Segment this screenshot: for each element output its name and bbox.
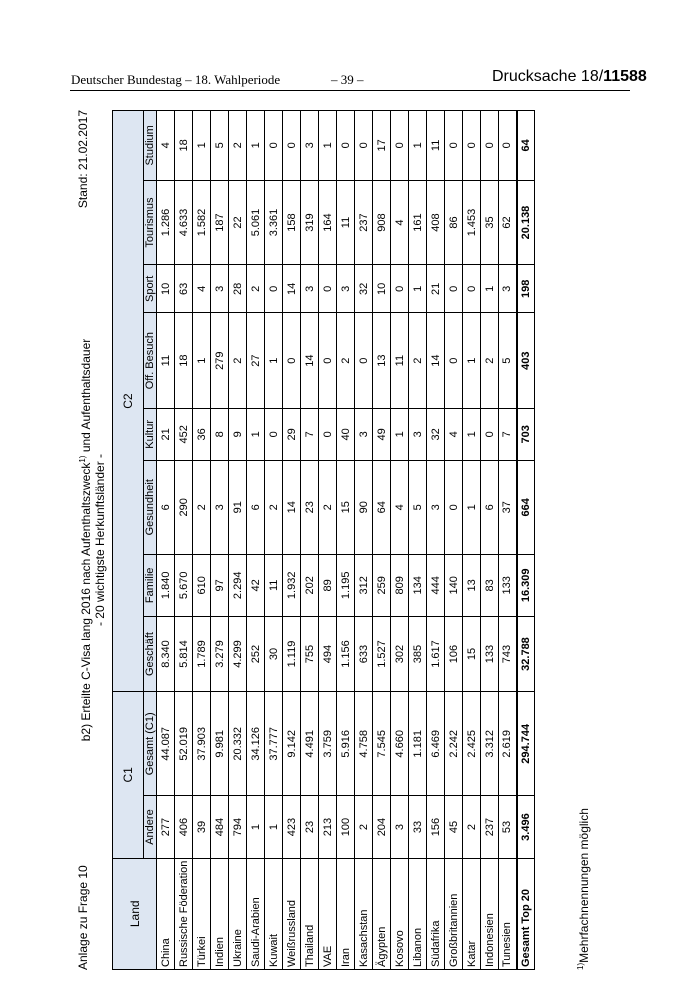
value-cell: 2 bbox=[247, 265, 265, 313]
value-cell: 133 bbox=[481, 616, 499, 691]
value-cell: 2 bbox=[319, 460, 337, 554]
value-cell: 1 bbox=[265, 796, 283, 858]
total-value-cell: 32.788 bbox=[517, 616, 535, 691]
value-cell: 1.527 bbox=[373, 616, 391, 691]
value-cell: 3 bbox=[427, 460, 445, 554]
total-label-cell: Gesamt Top 20 bbox=[517, 858, 535, 969]
title-line2: - 20 wichtigste Herkunftsländer - bbox=[93, 453, 107, 627]
value-cell: 10 bbox=[157, 265, 175, 313]
table-row bbox=[355, 111, 373, 970]
value-cell: 42 bbox=[247, 554, 265, 616]
value-cell: 14 bbox=[427, 313, 445, 409]
value-cell: 7 bbox=[499, 408, 517, 460]
table-row bbox=[445, 111, 463, 970]
table-row bbox=[499, 111, 517, 970]
value-cell: 9 bbox=[229, 408, 247, 460]
value-cell: 37.903 bbox=[193, 692, 211, 796]
value-cell: 11 bbox=[265, 554, 283, 616]
value-cell: 290 bbox=[175, 460, 193, 554]
country-cell: Türkei bbox=[193, 858, 211, 969]
header-rule bbox=[70, 90, 630, 91]
value-cell: 3 bbox=[391, 796, 409, 858]
title-line1: b2) Erteilte C-Visa lang 2016 nach Aufenthaltszweck bbox=[79, 462, 93, 742]
table-row bbox=[247, 111, 265, 970]
value-cell: 4 bbox=[193, 265, 211, 313]
table-row bbox=[301, 111, 319, 970]
value-cell: 1 bbox=[193, 313, 211, 409]
page-number: – 39 – bbox=[331, 72, 364, 87]
value-cell: 809 bbox=[391, 554, 409, 616]
value-cell: 32 bbox=[427, 408, 445, 460]
value-cell: 1 bbox=[409, 111, 427, 181]
table-row bbox=[391, 111, 409, 970]
value-cell: 106 bbox=[445, 616, 463, 691]
country-cell: VAE bbox=[319, 858, 337, 969]
value-cell: 202 bbox=[301, 554, 319, 616]
value-cell: 1.156 bbox=[337, 616, 355, 691]
value-cell: 1 bbox=[319, 111, 337, 181]
country-cell: Russische Föderation bbox=[175, 858, 193, 969]
value-cell: 1.582 bbox=[193, 180, 211, 265]
value-cell: 213 bbox=[319, 796, 337, 858]
table-row bbox=[175, 111, 193, 970]
value-cell: 0 bbox=[283, 313, 301, 409]
country-cell: Südafrika bbox=[427, 858, 445, 969]
value-cell: 1.789 bbox=[193, 616, 211, 691]
value-cell: 97 bbox=[211, 554, 229, 616]
value-cell: 187 bbox=[211, 180, 229, 265]
value-cell: 3 bbox=[409, 408, 427, 460]
value-cell: 204 bbox=[373, 796, 391, 858]
value-cell: 11 bbox=[391, 313, 409, 409]
country-cell: Saudi-Arabien bbox=[247, 858, 265, 969]
table-row bbox=[229, 111, 247, 970]
value-cell: 1 bbox=[463, 408, 481, 460]
country-cell: Kasachstan bbox=[355, 858, 373, 969]
value-cell: 5.814 bbox=[175, 616, 193, 691]
value-cell: 1.932 bbox=[283, 554, 301, 616]
country-cell: Iran bbox=[337, 858, 355, 969]
value-cell: 89 bbox=[319, 554, 337, 616]
value-cell: 10 bbox=[373, 265, 391, 313]
value-cell: 4.299 bbox=[229, 616, 247, 691]
value-cell: 6 bbox=[157, 460, 175, 554]
value-cell: 9.981 bbox=[211, 692, 229, 796]
total-value-cell: 20.138 bbox=[517, 180, 535, 265]
value-cell: 1 bbox=[409, 265, 427, 313]
country-cell: Ukraine bbox=[229, 858, 247, 969]
value-cell: 53 bbox=[499, 796, 517, 858]
total-value-cell: 294.744 bbox=[517, 692, 535, 796]
value-cell: 252 bbox=[247, 616, 265, 691]
value-cell: 8 bbox=[211, 408, 229, 460]
column-header: Kultur bbox=[144, 408, 157, 460]
value-cell: 3 bbox=[337, 265, 355, 313]
value-cell: 794 bbox=[229, 796, 247, 858]
column-header: Sport bbox=[144, 265, 157, 313]
value-cell: 33 bbox=[409, 796, 427, 858]
value-cell: 28 bbox=[229, 265, 247, 313]
value-cell: 14 bbox=[283, 265, 301, 313]
column-header: Studium bbox=[144, 111, 157, 181]
value-cell: 743 bbox=[499, 616, 517, 691]
value-cell: 0 bbox=[391, 111, 409, 181]
value-cell: 1.195 bbox=[337, 554, 355, 616]
value-cell: 161 bbox=[409, 180, 427, 265]
value-cell: 0 bbox=[445, 313, 463, 409]
value-cell: 2.619 bbox=[499, 692, 517, 796]
column-header: Tourismus bbox=[144, 180, 157, 265]
value-cell: 755 bbox=[301, 616, 319, 691]
value-cell: 49 bbox=[373, 408, 391, 460]
value-cell: 1 bbox=[481, 265, 499, 313]
value-cell: 0 bbox=[445, 111, 463, 181]
table-row bbox=[409, 111, 427, 970]
value-cell: 11 bbox=[157, 313, 175, 409]
total-value-cell: 703 bbox=[517, 408, 535, 460]
value-cell: 3 bbox=[301, 265, 319, 313]
value-cell: 408 bbox=[427, 180, 445, 265]
value-cell: 1 bbox=[265, 313, 283, 409]
table-row bbox=[319, 111, 337, 970]
country-cell: Weißrussland bbox=[283, 858, 301, 969]
country-cell: Libanon bbox=[409, 858, 427, 969]
value-cell: 4 bbox=[445, 408, 463, 460]
value-cell: 484 bbox=[211, 796, 229, 858]
value-cell: 62 bbox=[499, 180, 517, 265]
value-cell: 83 bbox=[481, 554, 499, 616]
value-cell: 23 bbox=[301, 460, 319, 554]
stand-date: Stand: 21.02.2017 bbox=[76, 110, 90, 209]
value-cell: 5 bbox=[409, 460, 427, 554]
value-cell: 2 bbox=[409, 313, 427, 409]
value-cell: 1 bbox=[247, 796, 265, 858]
value-cell: 2 bbox=[355, 796, 373, 858]
table-row bbox=[265, 111, 283, 970]
value-cell: 32 bbox=[355, 265, 373, 313]
value-cell: 7.545 bbox=[373, 692, 391, 796]
value-cell: 259 bbox=[373, 554, 391, 616]
value-cell: 40 bbox=[337, 408, 355, 460]
value-cell: 1 bbox=[247, 408, 265, 460]
value-cell: 0 bbox=[481, 111, 499, 181]
value-cell: 444 bbox=[427, 554, 445, 616]
value-cell: 1.181 bbox=[409, 692, 427, 796]
value-cell: 2 bbox=[481, 313, 499, 409]
column-header: Andere bbox=[144, 796, 157, 858]
column-header: Off. Besuch bbox=[144, 313, 157, 409]
value-cell: 36 bbox=[193, 408, 211, 460]
value-cell: 27 bbox=[247, 313, 265, 409]
table-row bbox=[427, 111, 445, 970]
value-cell: 140 bbox=[445, 554, 463, 616]
table-row bbox=[283, 111, 301, 970]
country-cell: Indien bbox=[211, 858, 229, 969]
group-c1-header: C1 bbox=[113, 692, 144, 858]
table-row bbox=[337, 111, 355, 970]
value-cell: 3.759 bbox=[319, 692, 337, 796]
value-cell: 35 bbox=[481, 180, 499, 265]
value-cell: 3 bbox=[355, 408, 373, 460]
value-cell: 1 bbox=[193, 111, 211, 181]
value-cell: 22 bbox=[229, 180, 247, 265]
header-left: Deutscher Bundestag – 18. Wahlperiode bbox=[71, 72, 281, 87]
title-line1b: und Aufenthaltsdauer bbox=[79, 338, 93, 456]
value-cell: 633 bbox=[355, 616, 373, 691]
value-cell: 44.087 bbox=[157, 692, 175, 796]
value-cell: 494 bbox=[319, 616, 337, 691]
value-cell: 64 bbox=[373, 460, 391, 554]
value-cell: 133 bbox=[499, 554, 517, 616]
value-cell: 1.617 bbox=[427, 616, 445, 691]
value-cell: 2.242 bbox=[445, 692, 463, 796]
value-cell: 1.286 bbox=[157, 180, 175, 265]
value-cell: 45 bbox=[445, 796, 463, 858]
country-cell: Kosovo bbox=[391, 858, 409, 969]
footnote bbox=[576, 808, 591, 970]
value-cell: 4.633 bbox=[175, 180, 193, 265]
value-cell: 6 bbox=[247, 460, 265, 554]
value-cell: 0 bbox=[499, 111, 517, 181]
value-cell: 15 bbox=[337, 460, 355, 554]
value-cell: 2 bbox=[229, 313, 247, 409]
value-cell: 63 bbox=[175, 265, 193, 313]
value-cell: 18 bbox=[175, 111, 193, 181]
value-cell: 2 bbox=[463, 796, 481, 858]
value-cell: 1 bbox=[463, 460, 481, 554]
value-cell: 2 bbox=[229, 111, 247, 181]
doc-prefix: Drucksache 18/ bbox=[492, 68, 604, 85]
group-c2-header: C2 bbox=[113, 111, 144, 692]
value-cell: 3.279 bbox=[211, 616, 229, 691]
value-cell: 452 bbox=[175, 408, 193, 460]
value-cell: 4 bbox=[157, 111, 175, 181]
value-cell: 8.340 bbox=[157, 616, 175, 691]
total-value-cell: 198 bbox=[517, 265, 535, 313]
value-cell: 6 bbox=[481, 460, 499, 554]
value-cell: 0 bbox=[265, 408, 283, 460]
value-cell: 5.916 bbox=[337, 692, 355, 796]
column-header-row bbox=[144, 111, 157, 970]
document-number bbox=[492, 68, 647, 86]
value-cell: 5 bbox=[211, 111, 229, 181]
value-cell: 0 bbox=[463, 265, 481, 313]
value-cell: 0 bbox=[319, 408, 337, 460]
value-cell: 2 bbox=[193, 460, 211, 554]
value-cell: 1 bbox=[247, 111, 265, 181]
value-cell: 0 bbox=[319, 313, 337, 409]
total-value-cell: 403 bbox=[517, 313, 535, 409]
total-value-cell: 16.309 bbox=[517, 554, 535, 616]
value-cell: 1.840 bbox=[157, 554, 175, 616]
value-cell: 21 bbox=[427, 265, 445, 313]
title-footnote-mark: 1) bbox=[78, 455, 87, 463]
value-cell: 4.660 bbox=[391, 692, 409, 796]
value-cell: 13 bbox=[373, 313, 391, 409]
value-cell: 2 bbox=[265, 460, 283, 554]
country-cell: Großbritannien bbox=[445, 858, 463, 969]
value-cell: 279 bbox=[211, 313, 229, 409]
value-cell: 0 bbox=[355, 313, 373, 409]
value-cell: 2.294 bbox=[229, 554, 247, 616]
value-cell: 9.142 bbox=[283, 692, 301, 796]
value-cell: 423 bbox=[283, 796, 301, 858]
value-cell: 0 bbox=[283, 111, 301, 181]
value-cell: 14 bbox=[283, 460, 301, 554]
value-cell: 4.758 bbox=[355, 692, 373, 796]
value-cell: 6.469 bbox=[427, 692, 445, 796]
value-cell: 91 bbox=[229, 460, 247, 554]
country-cell: Katar bbox=[463, 858, 481, 969]
footnote-text: Mehrfachnennungen möglich bbox=[577, 808, 591, 963]
value-cell: 3 bbox=[499, 265, 517, 313]
value-cell: 0 bbox=[355, 111, 373, 181]
value-cell: 21 bbox=[157, 408, 175, 460]
value-cell: 39 bbox=[193, 796, 211, 858]
value-cell: 11 bbox=[337, 180, 355, 265]
value-cell: 2.425 bbox=[463, 692, 481, 796]
value-cell: 7 bbox=[301, 408, 319, 460]
table-row bbox=[157, 111, 175, 970]
country-cell: Kuwait bbox=[265, 858, 283, 969]
table-row bbox=[463, 111, 481, 970]
value-cell: 302 bbox=[391, 616, 409, 691]
value-cell: 1 bbox=[391, 408, 409, 460]
value-cell: 610 bbox=[193, 554, 211, 616]
value-cell: 0 bbox=[481, 408, 499, 460]
value-cell: 15 bbox=[463, 616, 481, 691]
value-cell: 1.119 bbox=[283, 616, 301, 691]
value-cell: 52.019 bbox=[175, 692, 193, 796]
value-cell: 0 bbox=[265, 111, 283, 181]
value-cell: 34.126 bbox=[247, 692, 265, 796]
total-row bbox=[517, 111, 535, 970]
value-cell: 3 bbox=[211, 460, 229, 554]
table-row bbox=[211, 111, 229, 970]
table-wrapper bbox=[112, 110, 535, 970]
country-cell: Thailand bbox=[301, 858, 319, 969]
value-cell: 158 bbox=[283, 180, 301, 265]
value-cell: 1.453 bbox=[463, 180, 481, 265]
value-cell: 4.491 bbox=[301, 692, 319, 796]
table-row bbox=[193, 111, 211, 970]
value-cell: 4 bbox=[391, 460, 409, 554]
value-cell: 2 bbox=[337, 313, 355, 409]
value-cell: 319 bbox=[301, 180, 319, 265]
table-title bbox=[76, 110, 107, 970]
value-cell: 406 bbox=[175, 796, 193, 858]
value-cell: 3 bbox=[211, 265, 229, 313]
value-cell: 5.061 bbox=[247, 180, 265, 265]
doc-number: 11588 bbox=[603, 68, 647, 85]
country-cell: Ägypten bbox=[373, 858, 391, 969]
column-header: Geschäft bbox=[144, 616, 157, 691]
value-cell: 37 bbox=[499, 460, 517, 554]
value-cell: 14 bbox=[301, 313, 319, 409]
table-row bbox=[373, 111, 391, 970]
value-cell: 156 bbox=[427, 796, 445, 858]
value-cell: 0 bbox=[319, 265, 337, 313]
value-cell: 1 bbox=[463, 313, 481, 409]
table-body bbox=[157, 111, 535, 970]
column-header: Gesundheit bbox=[144, 460, 157, 554]
value-cell: 37.777 bbox=[265, 692, 283, 796]
value-cell: 0 bbox=[445, 460, 463, 554]
value-cell: 385 bbox=[409, 616, 427, 691]
country-cell: China bbox=[157, 858, 175, 969]
value-cell: 3 bbox=[301, 111, 319, 181]
value-cell: 30 bbox=[265, 616, 283, 691]
value-cell: 0 bbox=[445, 265, 463, 313]
annex-label: Anlage zu Frage 10 bbox=[76, 865, 90, 970]
value-cell: 312 bbox=[355, 554, 373, 616]
footnote-mark: 1) bbox=[576, 962, 585, 970]
value-cell: 0 bbox=[463, 111, 481, 181]
column-header: Gesamt (C1) bbox=[144, 692, 157, 796]
rotated-content bbox=[70, 110, 630, 970]
value-cell: 277 bbox=[157, 796, 175, 858]
country-cell: Indonesien bbox=[481, 858, 499, 969]
value-cell: 237 bbox=[481, 796, 499, 858]
value-cell: 5 bbox=[499, 313, 517, 409]
value-cell: 0 bbox=[337, 111, 355, 181]
value-cell: 134 bbox=[409, 554, 427, 616]
value-cell: 23 bbox=[301, 796, 319, 858]
column-header: Familie bbox=[144, 554, 157, 616]
total-value-cell: 3.496 bbox=[517, 796, 535, 858]
value-cell: 17 bbox=[373, 111, 391, 181]
value-cell: 237 bbox=[355, 180, 373, 265]
land-header: Land bbox=[113, 858, 157, 969]
value-cell: 3.361 bbox=[265, 180, 283, 265]
value-cell: 908 bbox=[373, 180, 391, 265]
value-cell: 11 bbox=[427, 111, 445, 181]
value-cell: 86 bbox=[445, 180, 463, 265]
value-cell: 164 bbox=[319, 180, 337, 265]
value-cell: 20.332 bbox=[229, 692, 247, 796]
value-cell: 4 bbox=[391, 180, 409, 265]
value-cell: 29 bbox=[283, 408, 301, 460]
total-value-cell: 64 bbox=[517, 111, 535, 181]
value-cell: 90 bbox=[355, 460, 373, 554]
value-cell: 0 bbox=[265, 265, 283, 313]
value-cell: 100 bbox=[337, 796, 355, 858]
value-cell: 5.670 bbox=[175, 554, 193, 616]
table-row bbox=[481, 111, 499, 970]
value-cell: 13 bbox=[463, 554, 481, 616]
country-cell: Tunesien bbox=[499, 858, 517, 969]
value-cell: 18 bbox=[175, 313, 193, 409]
value-cell: 0 bbox=[391, 265, 409, 313]
total-value-cell: 664 bbox=[517, 460, 535, 554]
visa-table bbox=[112, 110, 535, 970]
value-cell: 3.312 bbox=[481, 692, 499, 796]
